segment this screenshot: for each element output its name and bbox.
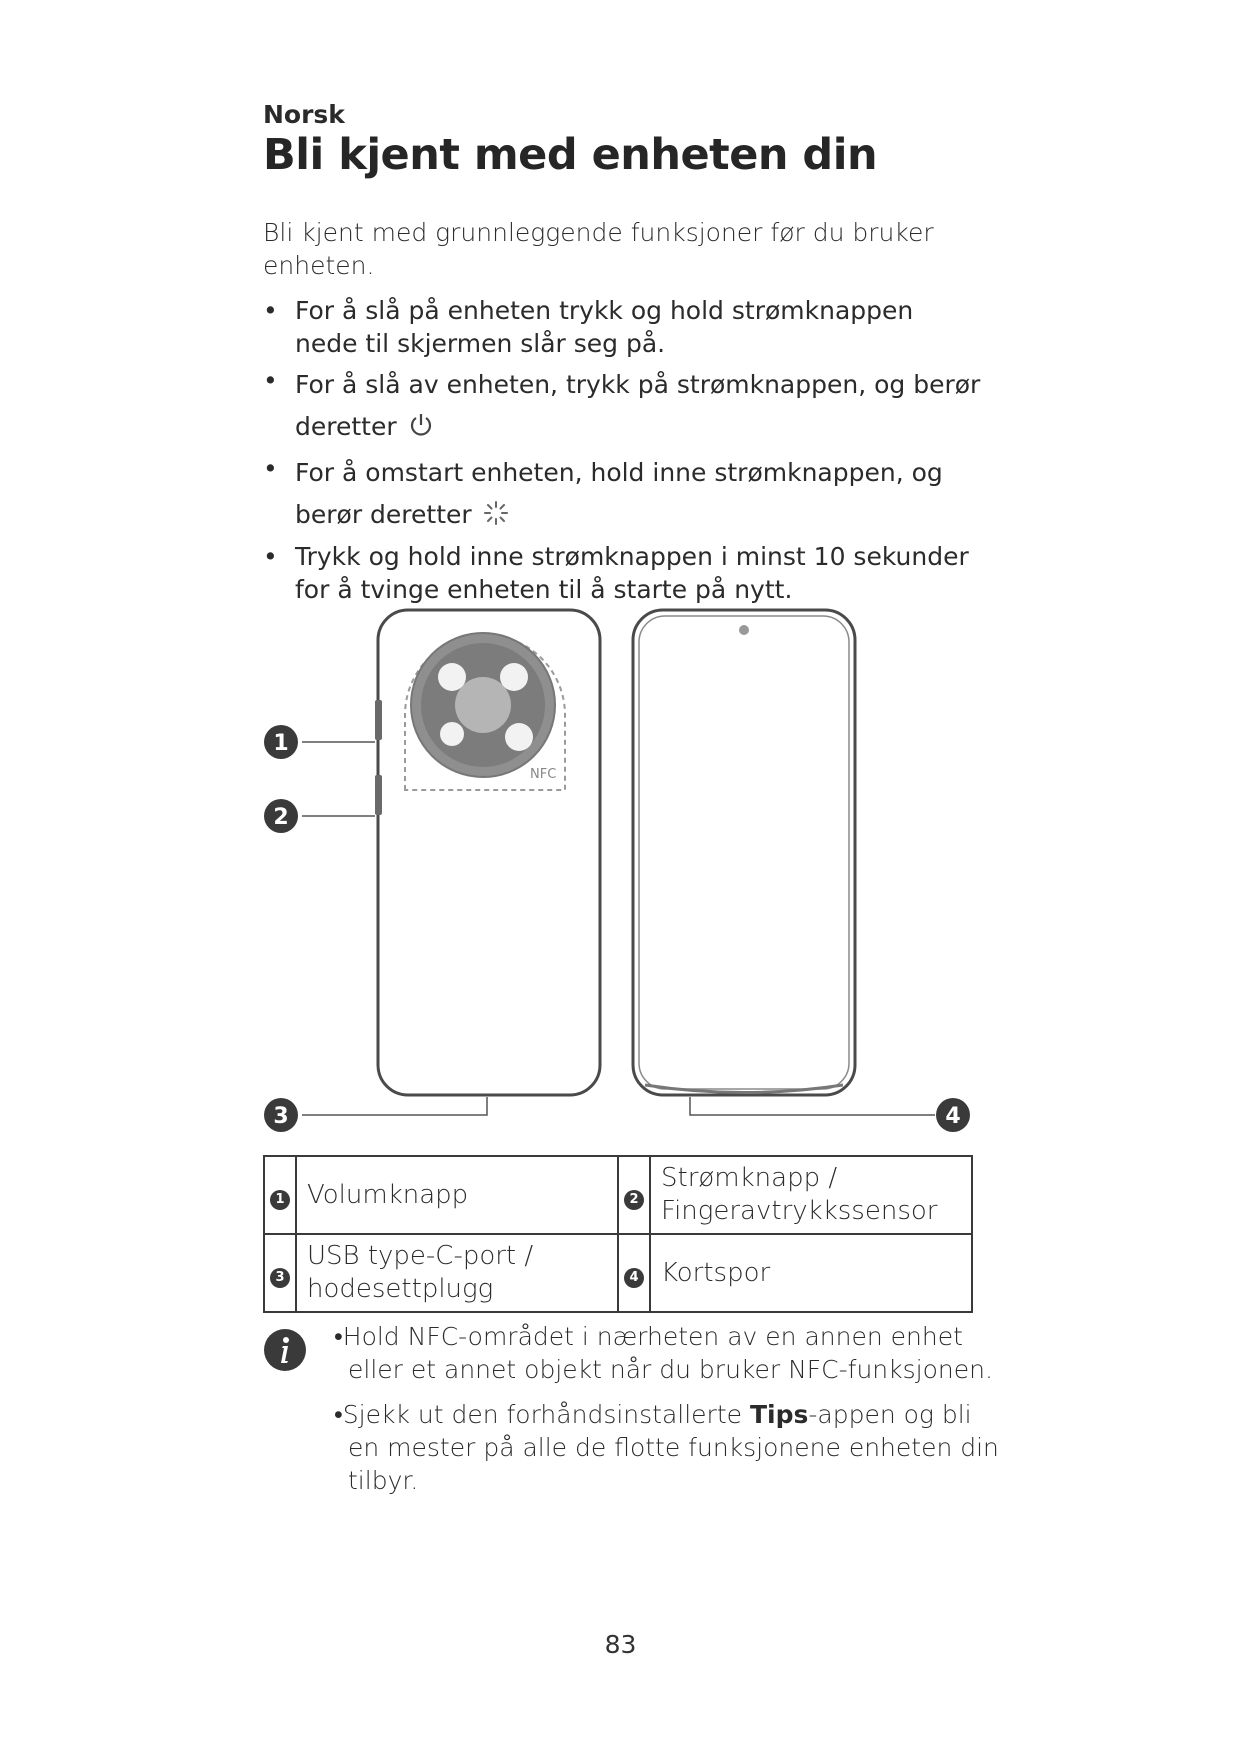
tips-app-name: Tips bbox=[749, 1400, 809, 1429]
list-item bbox=[263, 294, 983, 360]
note-item: •Hold NFC-området i nærheten av en annen enhet eller et annet objekt når du bruker NFC-funksjonen. bbox=[334, 1322, 993, 1384]
instruction-list bbox=[263, 294, 983, 610]
callout-2-label: 2 bbox=[273, 805, 289, 830]
bullet-text: Trykk og hold inne strømknappen i minst 10 sekunder for å tvinge enheten til å starte på nytt. bbox=[295, 542, 969, 604]
callout-4-label: 4 bbox=[945, 1104, 961, 1129]
list-item bbox=[263, 540, 983, 606]
lens bbox=[500, 663, 528, 691]
part-label-cell: Volumknapp bbox=[296, 1156, 618, 1234]
bullet-dot: • bbox=[263, 296, 278, 325]
part-label-cell: Strømknapp / Fingeravtrykkssensor bbox=[650, 1156, 972, 1234]
callout-3-label: 3 bbox=[273, 1104, 289, 1129]
part-label-cell: USB type-C-port / hodesettplugg bbox=[296, 1234, 618, 1312]
part-badge: 1 bbox=[270, 1190, 290, 1210]
lens bbox=[505, 723, 533, 751]
part-label-cell: Kortspor bbox=[650, 1234, 972, 1312]
power-button bbox=[375, 775, 382, 815]
info-icon bbox=[263, 1328, 307, 1376]
part-number-cell bbox=[618, 1234, 650, 1312]
table-row bbox=[264, 1156, 972, 1234]
part-badge: 3 bbox=[270, 1268, 290, 1288]
front-camera bbox=[739, 625, 749, 635]
part-number-cell bbox=[618, 1156, 650, 1234]
device-diagram bbox=[0, 600, 1241, 1140]
callout-1-label: 1 bbox=[273, 731, 289, 756]
note-text-after: -appen og bli en mester på alle de flotte funksjonene enheten din tilbyr. bbox=[348, 1400, 999, 1495]
note-text-before: Sjekk ut den forhåndsinstallerte bbox=[342, 1400, 750, 1429]
bullet-dot: • bbox=[263, 366, 278, 395]
notes-list bbox=[320, 1320, 1000, 1509]
bullet-text: For å omstart enheten, hold inne strømknappen, og berør deretter bbox=[295, 458, 943, 529]
list-item bbox=[263, 364, 983, 448]
nfc-label: NFC bbox=[530, 767, 557, 782]
bullet-dot: • bbox=[263, 542, 278, 571]
phone-front-outline bbox=[633, 610, 855, 1095]
bullet-dot: • bbox=[263, 454, 278, 483]
parts-table bbox=[263, 1155, 973, 1313]
page-number: 83 bbox=[604, 1630, 637, 1659]
language-label: Norsk bbox=[263, 100, 345, 129]
part-number-cell bbox=[264, 1234, 296, 1312]
table-row bbox=[264, 1234, 972, 1312]
page-title: Bli kjent med enheten din bbox=[263, 130, 878, 180]
bullet-text: For å slå på enheten trykk og hold strømknappen nede til skjermen slår seg på. bbox=[295, 296, 914, 358]
note-item: •Sjekk ut den forhåndsinstallerte Tips-appen og bli en mester på alle de flotte funksjonene enheten din tilbyr. bbox=[334, 1400, 999, 1495]
bullet-text: For å slå av enheten, trykk på strømknappen, og berør deretter bbox=[295, 370, 981, 441]
lens bbox=[438, 663, 466, 691]
lens bbox=[440, 722, 464, 746]
intro-text: Bli kjent med grunnleggende funksjoner før du bruker enheten. bbox=[263, 218, 934, 280]
part-number-cell bbox=[264, 1156, 296, 1234]
note-text: Hold NFC-området i nærheten av en annen enhet eller et annet objekt når du bruker NFC-funksjonen. bbox=[342, 1322, 993, 1384]
volume-button bbox=[375, 700, 382, 740]
power-icon bbox=[407, 411, 435, 447]
main-lens bbox=[455, 677, 511, 733]
list-item bbox=[263, 452, 983, 536]
part-badge: 2 bbox=[624, 1190, 644, 1210]
restart-icon bbox=[482, 499, 510, 535]
part-badge: 4 bbox=[624, 1268, 644, 1288]
